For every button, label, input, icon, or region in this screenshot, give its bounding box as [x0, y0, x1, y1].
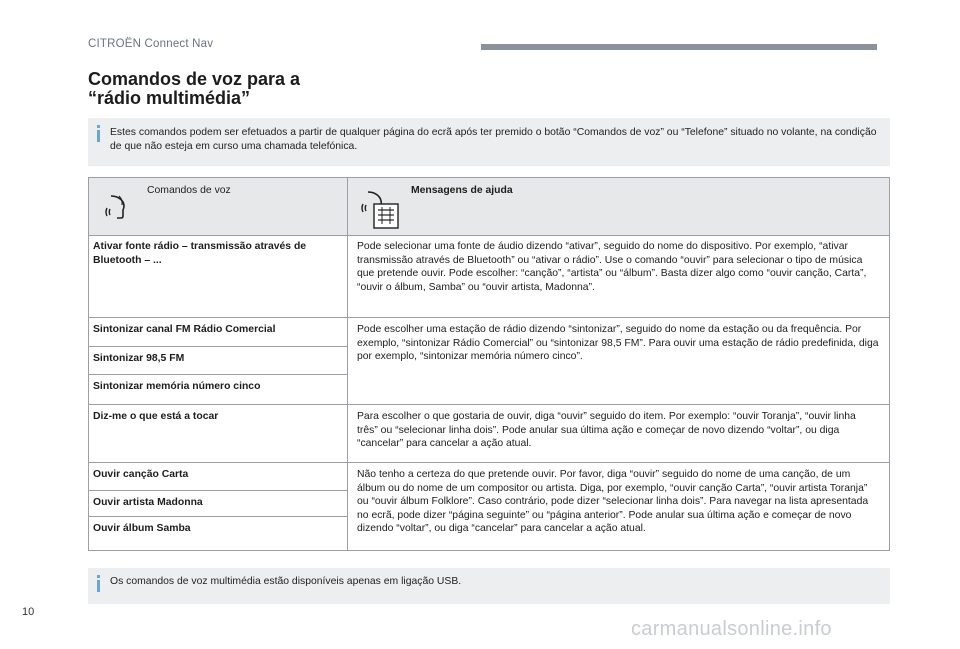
table-row [89, 235, 889, 318]
command-cell [89, 235, 348, 317]
voice-help-icon [360, 188, 402, 230]
info-note-top [88, 118, 890, 166]
info-icon [95, 575, 103, 592]
header-cell-commands [89, 178, 348, 235]
header-cell-help [348, 178, 889, 235]
header-label-commands: Comandos de voz [147, 185, 231, 196]
table-row [89, 463, 889, 550]
help-cell: Pode selecionar uma fonte de áudio dizendo “ativar”, seguido do nome do dispositivo. Por exemplo, “ativar transmissão através de Bluetooth” ou “ativar o rádio”. Use o comando “ouvir” para selecionar o tipo de música que pretende ouvir. Pode escolher: “canção”, “artista” ou “álbum”. Basta dizer algo como “ouvir canção, Carta”, “ouvir o álbum, Samba” ou “ouvir artista, Madonna”. [357, 241, 867, 293]
page-title-line1: Comandos de voz para a [88, 69, 301, 89]
info-note-top-text: Estes comandos podem ser efetuados a partir de qualquer página do ecrã após ter premido o botão “Comandos de voz” ou “Telefone” situado no volante, na condição de que não esteja em curso uma chamada telefónica. [110, 127, 877, 152]
command-text: Ativar fonte rádio – transmissão através de Bluetooth – ... [93, 241, 307, 266]
voice-command-icon [103, 190, 133, 222]
info-note-bottom-text: Os comandos de voz multimédia estão disponíveis apenas em ligação USB. [110, 576, 462, 587]
header-label-help: Mensagens de ajuda [411, 185, 513, 196]
voice-commands-table [88, 177, 890, 551]
command-text: Ouvir canção Carta [89, 463, 347, 491]
info-icon [95, 125, 103, 142]
help-cell: Pode escolher uma estação de rádio dizendo “sintonizar”, seguido do nome da estação ou da frequência. Por exemplo, “sintonizar Rádio Comercial” ou “sintonizar 98,5 FM”. Para ouvir uma estação de rádio predefinida, diga por exemplo, “sintonizar memória número cinco”. [357, 324, 879, 362]
command-text: Sintonizar 98,5 FM [89, 347, 347, 375]
page-title-line2: “rádio multimédia” [88, 88, 251, 108]
help-cell: Para escolher o que gostaria de ouvir, diga “ouvir” seguido do item. Por exemplo: “ouvir Toranja”, “ouvir linha três” ou “selecionar linha dois”. Pode anular sua última ação e começar de novo dizendo “voltar”, ou diga “cancelar” para cancelar a ação atual. [357, 411, 856, 449]
command-cell [89, 405, 348, 462]
page-title [88, 70, 300, 108]
command-text: Ouvir artista Madonna [89, 491, 347, 517]
brand-header: CITROËN Connect Nav [88, 38, 214, 50]
command-cell [89, 463, 348, 550]
header-bar [481, 44, 877, 50]
command-text: Ouvir álbum Samba [93, 523, 191, 534]
help-cell: Não tenho a certeza do que pretende ouvir. Por favor, diga “ouvir” seguido do nome de uma canção, de um álbum ou do nome de um compositor ou artista. Diga, por exemplo, “ouvir canção Carta”, “ouvir artista Toranja” ou “ouvir álbum Folklore”. Caso contrário, pode dizer “selecionar linha dois”. Para navegar na lista apresentada no ecrã, pode dizer “página seguinte” ou “página anterior”. Pode anular sua última ação e começar de novo dizendo “voltar”, ou diga “cancelar” para cancelar a ação atual. [357, 469, 869, 534]
command-text: Diz-me o que está a tocar [93, 411, 219, 422]
command-text: Sintonizar memória número cinco [93, 381, 261, 392]
info-note-bottom [88, 568, 890, 604]
watermark: carmanualsonline.info [631, 618, 832, 640]
table-header-row [89, 178, 889, 236]
command-text: Sintonizar canal FM Rádio Comercial [89, 318, 347, 347]
table-row [89, 405, 889, 463]
command-cell [89, 318, 348, 404]
table-row [89, 318, 889, 405]
page-number: 10 [22, 606, 35, 618]
